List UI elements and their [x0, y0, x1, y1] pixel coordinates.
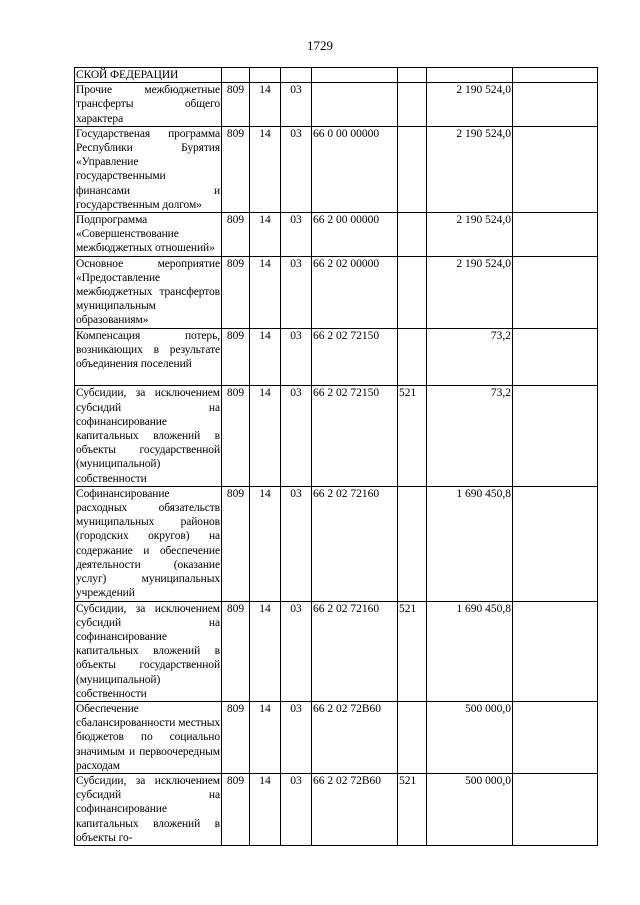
expense-name-cell: Подпрограмма «Совершенствование межбюджетных отношений» — [75, 213, 222, 257]
ministry-code-cell: 809 — [222, 256, 250, 328]
table-body — [75, 68, 598, 846]
subsection-code-cell: 03 — [281, 601, 312, 701]
subsection-code-cell: 03 — [281, 213, 312, 257]
table-row — [75, 126, 598, 212]
subsection-code-cell: 03 — [281, 83, 312, 127]
expense-type-cell: 521 — [398, 386, 427, 486]
target-item-cell: 66 0 00 00000 — [312, 126, 398, 212]
expense-type-cell — [398, 256, 427, 328]
expense-type-cell: 521 — [398, 773, 427, 845]
header-cell — [513, 68, 598, 83]
target-item-cell: 66 2 00 00000 — [312, 213, 398, 257]
header-cell — [427, 68, 513, 83]
expense-name-cell: Софинансирование расходных обязательств муниципальных районов (городских округов) на содержание и обеспечение деятельности (оказание услуг) муниципальных учреждений — [76, 487, 220, 600]
subsection-code-cell: 03 — [281, 386, 312, 486]
amount-cell: 73,2 — [427, 386, 513, 486]
extra-amount-cell — [513, 83, 598, 127]
ministry-code-cell: 809 — [222, 486, 250, 601]
table-row — [75, 701, 598, 773]
section-code-cell: 14 — [250, 773, 281, 845]
target-item-cell: 66 2 02 72В60 — [312, 773, 398, 845]
extra-amount-cell — [513, 126, 598, 212]
header-cell — [312, 68, 398, 83]
expense-type-cell — [398, 328, 427, 386]
extra-amount-cell — [513, 773, 598, 845]
subsection-code-cell: 03 — [281, 486, 312, 601]
budget-table — [74, 67, 598, 846]
expense-type-cell — [398, 701, 427, 773]
section-code-cell: 14 — [250, 328, 281, 386]
extra-amount-cell — [513, 486, 598, 601]
ministry-code-cell: 809 — [222, 126, 250, 212]
section-code-cell: 14 — [250, 213, 281, 257]
expense-type-cell — [398, 213, 427, 257]
section-code-cell: 14 — [250, 486, 281, 601]
ministry-code-cell: 809 — [222, 601, 250, 701]
target-item-cell — [312, 83, 398, 127]
extra-amount-cell — [513, 701, 598, 773]
target-item-cell: 66 2 02 72В60 — [312, 701, 398, 773]
expense-name-cell: Субсидии, за исключением субсидий на софинансирование капитальных вложений в объекты го- — [76, 774, 220, 844]
table-row — [75, 386, 598, 486]
header-cell — [250, 68, 281, 83]
amount-cell: 2 190 524,0 — [427, 256, 513, 328]
expense-name-cell: Субсидии, за исключением субсидий на софинансирование капитальных вложений в объекты государственной (муниципальной) собственности — [76, 387, 220, 485]
header-cell — [222, 68, 250, 83]
section-code-cell: 14 — [250, 701, 281, 773]
expense-name-cell: Прочие межбюджетные трансферты общего характера — [76, 84, 220, 125]
table-header-row — [75, 68, 598, 83]
ministry-code-cell: 809 — [222, 773, 250, 845]
page-number: 1729 — [307, 38, 333, 53]
expense-type-cell — [398, 486, 427, 601]
section-code-cell: 14 — [250, 386, 281, 486]
ministry-code-cell: 809 — [222, 701, 250, 773]
table-row — [75, 773, 598, 845]
amount-cell: 2 190 524,0 — [427, 126, 513, 212]
ministry-code-cell: 809 — [222, 328, 250, 386]
target-item-cell: 66 2 02 72160 — [312, 486, 398, 601]
section-code-cell: 14 — [250, 256, 281, 328]
expense-name-cell: Компенсация потерь, возникающих в результате объединения поселений — [75, 328, 222, 386]
extra-amount-cell — [513, 601, 598, 701]
subsection-code-cell: 03 — [281, 701, 312, 773]
subsection-code-cell: 03 — [281, 328, 312, 386]
table-row — [75, 256, 598, 328]
header-cell — [398, 68, 427, 83]
target-item-cell: 66 2 02 72150 — [312, 328, 398, 386]
expense-name-cell: Основное мероприятие «Предоставление межбюджетных трансфертов муниципальным образованиям» — [76, 257, 220, 327]
amount-cell: 2 190 524,0 — [427, 83, 513, 127]
target-item-cell: 66 2 02 72160 — [312, 601, 398, 701]
header-cell — [281, 68, 312, 83]
section-code-cell: 14 — [250, 126, 281, 212]
table-row — [75, 601, 598, 701]
section-code-cell: 14 — [250, 83, 281, 127]
ministry-code-cell: 809 — [222, 83, 250, 127]
ministry-code-cell: 809 — [222, 386, 250, 486]
amount-cell: 1 690 450,8 — [427, 486, 513, 601]
header-fragment: СКОЙ ФЕДЕРАЦИИ — [75, 68, 222, 83]
target-item-cell: 66 2 02 00000 — [312, 256, 398, 328]
subsection-code-cell: 03 — [281, 256, 312, 328]
amount-cell: 2 190 524,0 — [427, 213, 513, 257]
table-row — [75, 328, 598, 386]
subsection-code-cell: 03 — [281, 126, 312, 212]
amount-cell: 1 690 450,8 — [427, 601, 513, 701]
table-row — [75, 486, 598, 601]
section-code-cell: 14 — [250, 601, 281, 701]
expense-type-cell: 521 — [398, 601, 427, 701]
amount-cell: 500 000,0 — [427, 701, 513, 773]
subsection-code-cell: 03 — [281, 773, 312, 845]
amount-cell: 500 000,0 — [427, 773, 513, 845]
table-row — [75, 83, 598, 127]
expense-name-cell: Обеспечение сбалансированности местных бюджетов по социально значимым и первоочередным расходам — [76, 702, 220, 772]
target-item-cell: 66 2 02 72150 — [312, 386, 398, 486]
extra-amount-cell — [513, 256, 598, 328]
expense-type-cell — [398, 83, 427, 127]
expense-name-cell: Государственая программа Республики Бурятия «Управление государственными финансами и государственным долгом» — [76, 127, 220, 211]
extra-amount-cell — [513, 386, 598, 486]
expense-type-cell — [398, 126, 427, 212]
expense-name-cell: Субсидии, за исключением субсидий на софинансирование капитальных вложений в объекты государственной (муниципальной) собственности — [76, 602, 220, 700]
extra-amount-cell — [513, 328, 598, 386]
ministry-code-cell: 809 — [222, 213, 250, 257]
extra-amount-cell — [513, 213, 598, 257]
amount-cell: 73,2 — [427, 328, 513, 386]
table-row — [75, 213, 598, 257]
